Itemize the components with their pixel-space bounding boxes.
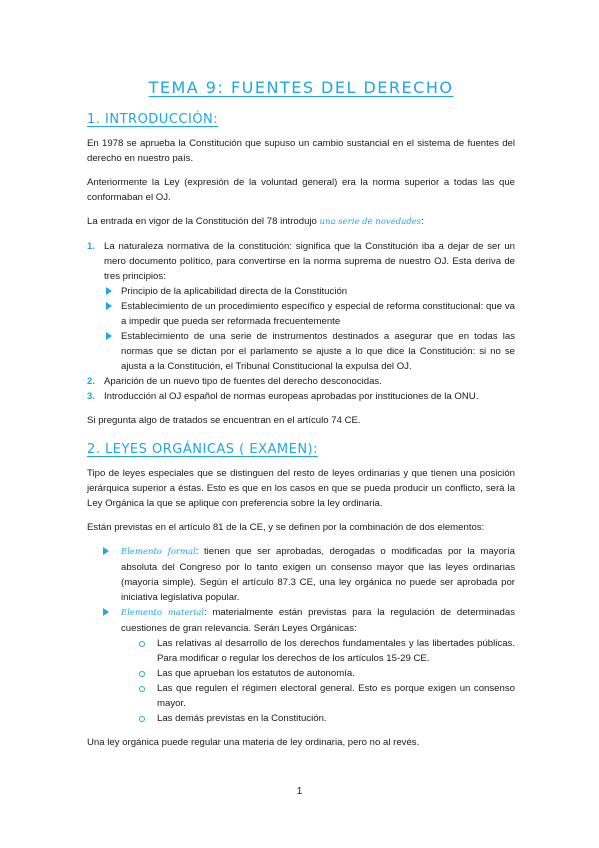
paragraph: Anteriormente la Ley (expresión de la voluntad general) era la norma superior a todas las que conformaban el OJ. <box>87 177 515 203</box>
arrow-bullet-icon <box>106 287 112 295</box>
page-title: TEMA 9: FUENTES DEL DERECHO <box>148 78 454 97</box>
element-label: Elemento material <box>121 608 204 618</box>
list-item-text: Principio de la aplicabilidad directa de la Constitución <box>121 286 348 297</box>
list-item-text: Establecimiento de una serie de instrumentos destinados a asegurar que en todas las normas que se dictan por el parlamento se ajuste a lo que dice la Constitución: si no se ajusta a la Constitución, el Tribunal Constitucional la expulsa del OJ. <box>121 331 515 372</box>
numbered-list <box>87 239 515 404</box>
highlighted-phrase: una serie de novedades <box>319 217 422 227</box>
list-item-text: Las que regulen el régimen electoral general. Esto es porque exigen un consenso mayor. <box>157 683 515 709</box>
document-content <box>87 76 515 759</box>
list-item-text: Las que aprueban los estatutos de autonomía. <box>157 668 355 679</box>
list-item-text: Establecimiento de un procedimiento específico y especial de reforma constitucional: que va a impedir que pueda ser reformada frecuentemente <box>121 301 515 327</box>
paragraph: Si pregunta algo de tratados se encuentran en el artículo 74 CE. <box>87 415 361 426</box>
arrow-bullet-icon <box>106 302 112 310</box>
list-item-text: Las demás previstas en la Constitución. <box>157 713 327 724</box>
list-item <box>137 681 515 711</box>
list-item-text: Aparición de un nuevo tipo de fuentes del derecho desconocidas. <box>104 376 382 387</box>
list-item <box>87 239 515 374</box>
page-number: 1 <box>296 786 303 797</box>
circle-bullet-icon <box>139 686 145 692</box>
list-item <box>87 389 515 404</box>
circle-bullet-icon <box>139 671 145 677</box>
elements-list <box>87 544 515 726</box>
list-item <box>87 374 515 389</box>
list-item-text: : tienen que ser aprobadas, derogadas o modificadas por la mayoría absoluta del Congreso por lo tanto exigen un consenso mayor que las leyes ordinarias (mayoría simple). Según el artículo 87.3 CE, una ley orgánica no puede ser aprobada por iniciativa legislativa popular. <box>121 546 516 603</box>
list-number: 1. <box>87 241 96 252</box>
paragraph: Tipo de leyes especiales que se distinguen del resto de leyes ordinarias y que tienen una posición jerárquica superior a éstas. Esto es que en los casos en que se pueda producir un conflicto, será la Ley Orgánica la que se aplique con preferencia sobre la ley ordinaria. <box>87 468 515 509</box>
list-item <box>101 544 515 605</box>
paragraph: Están previstas en el artículo 81 de la CE, y se definen por la combinación de dos elementos: <box>87 522 485 533</box>
list-item-text: Introducción al OJ español de normas europeas aprobadas por instituciones de la ONU. <box>104 391 479 402</box>
list-item <box>104 284 515 299</box>
arrow-bullet-icon <box>103 608 109 616</box>
circle-bullet-icon <box>139 716 145 722</box>
paragraph-text: La entrada en vigor de la Constitución del 78 introdujo <box>87 216 320 227</box>
sub-list <box>121 636 515 726</box>
element-label: Elemento formal <box>121 547 196 557</box>
list-item-text: La naturaleza normativa de la constitución: significa que la Constitución iba a dejar de ser un mero documento político, para convertirse en la norma suprema de nuestro OJ. Esta deriva de tres principios: <box>104 241 515 282</box>
bullet-list <box>104 284 515 374</box>
list-item <box>104 299 515 329</box>
list-number: 3. <box>87 391 96 402</box>
list-item <box>137 666 515 681</box>
paragraph: Una ley orgánica puede regular una materia de ley ordinaria, pero no al revés. <box>87 737 420 748</box>
list-item <box>104 329 515 374</box>
arrow-bullet-icon <box>106 332 112 340</box>
list-item-text: Las relativas al desarrollo de los derechos fundamentales y las libertades públicas. Para modificar o regular los derechos de los artículos 15-29 CE. <box>157 638 515 664</box>
list-item <box>137 711 515 726</box>
paragraph-text: : <box>421 216 424 227</box>
circle-bullet-icon <box>139 641 145 647</box>
list-number: 2. <box>87 376 96 387</box>
arrow-bullet-icon <box>103 547 109 555</box>
section-heading-introduccion: 1. INTRODUCCIÓN: <box>87 112 219 127</box>
list-item-text: : materialmente están previstas para la regulación de determinadas cuestiones de gran relevancia. Serán Leyes Orgánicas: <box>121 607 515 634</box>
paragraph <box>87 214 515 230</box>
list-item <box>101 605 515 726</box>
section-heading-leyes-organicas: 2. LEYES ORGÁNICAS ( EXAMEN): <box>87 442 318 457</box>
list-item <box>137 636 515 666</box>
paragraph: En 1978 se aprueba la Constitución que supuso un cambio sustancial en el sistema de fuentes del derecho en nuestro país. <box>87 138 515 164</box>
